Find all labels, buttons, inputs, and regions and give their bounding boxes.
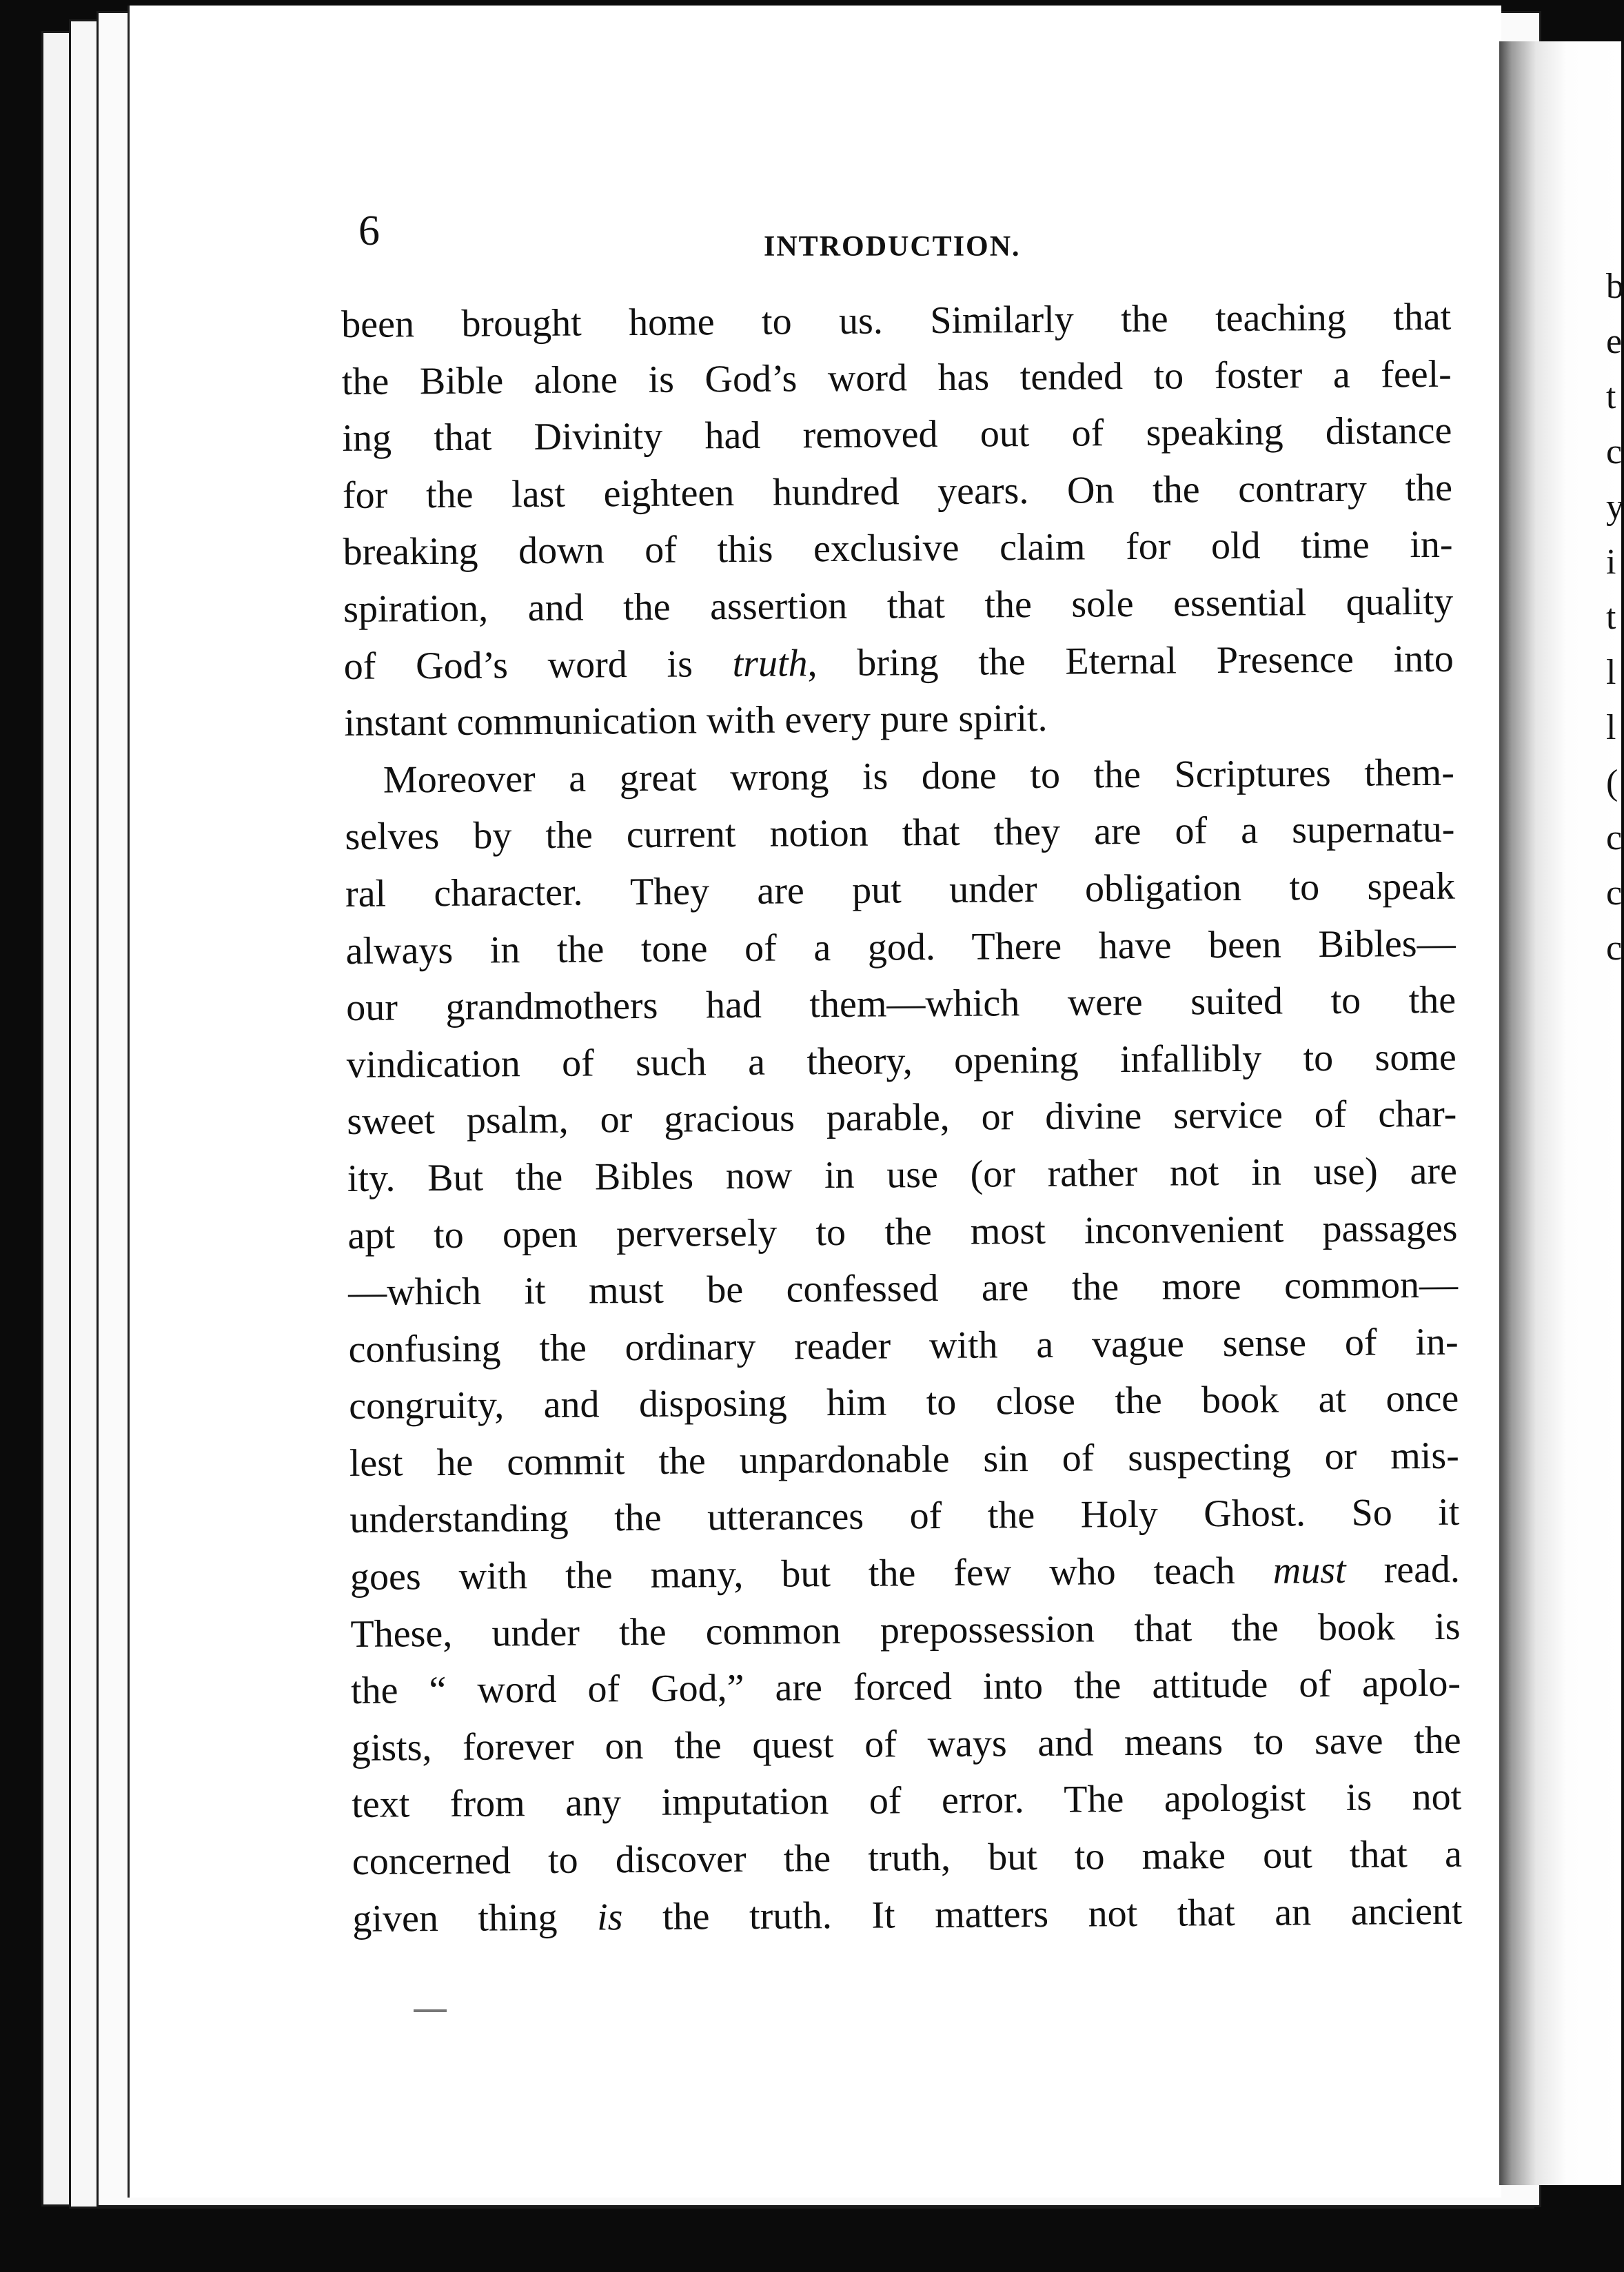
emphasis: truth <box>732 641 808 685</box>
text-line: Moreover a great wrong is done to the Scriptures them- <box>383 751 1455 802</box>
emphasis: is <box>596 1895 623 1939</box>
text-line: instant communication with every pure spirit. <box>344 697 1048 745</box>
text-line: spiration, and the assertion that the sole essential quality <box>343 580 1454 631</box>
facing-page <box>1499 41 1624 2185</box>
running-head: INTRODUCTION. <box>764 231 1021 263</box>
facing-page-fragment: c <box>1606 929 1623 968</box>
text-line: ing that Divinity had removed out of speaking distance <box>342 409 1452 460</box>
text-line: the Bible alone is God’s word has tended to foster a feel- <box>341 352 1452 403</box>
text-line: ity. But the Bibles now in use (or rather not in use) are <box>347 1149 1458 1200</box>
text-line: These, under the common prepossession that the book is <box>350 1605 1461 1656</box>
text-line: goes with the many, but the few who teach must read. <box>349 1548 1461 1599</box>
text-line: —which it must be confessed are the more common— <box>347 1263 1459 1315</box>
text-line: understanding the utterances of the Holy Ghost. So it <box>349 1491 1460 1542</box>
emphasis: must <box>1272 1548 1346 1592</box>
facing-page-fragment: i <box>1606 542 1616 582</box>
text-line: lest he commit the unpardonable sin of suspecting or mis- <box>349 1434 1459 1485</box>
facing-page-fragment: c <box>1606 432 1623 471</box>
text-line: been brought home to us. Similarly the teaching that <box>341 295 1452 346</box>
text-line: selves by the current notion that they are of a supernatu- <box>345 808 1455 859</box>
facing-page-fragment: c <box>1606 873 1623 913</box>
text-line: given thing is the truth. It matters not that an ancient <box>352 1889 1463 1940</box>
text-line: the “ word of God,” are forced into the attitude of apolo- <box>350 1661 1461 1713</box>
text-line: congruity, and disposing him to close the book at once <box>349 1377 1459 1428</box>
facing-page-fragment: e <box>1606 322 1623 361</box>
text-line: always in the tone of a god. There have been Bibles— <box>345 922 1456 973</box>
text-line: sweet psalm, or gracious parable, or divine service of char- <box>347 1093 1457 1144</box>
text-line: of God’s word is truth, bring the Eternal Presence into <box>343 637 1454 688</box>
text-line: gists, forever on the quest of ways and means to save the <box>351 1718 1461 1769</box>
text-line: apt to open perversely to the most inconvenient passages <box>347 1206 1458 1257</box>
body-text <box>341 289 1463 1947</box>
facing-page-fragment: b <box>1606 267 1624 306</box>
text-line: ral character. They are put under obligation to speak <box>345 864 1456 915</box>
text-line: our grandmothers had them—which were suited to the <box>345 978 1456 1030</box>
facing-page-fragment: t <box>1606 377 1616 416</box>
page-header <box>358 207 1448 262</box>
text-line: for the last eighteen hundred years. On the contrary the <box>342 466 1453 517</box>
text-line: text from any imputation of error. The apologist is not <box>352 1776 1462 1827</box>
facing-page-fragment: y <box>1606 487 1624 527</box>
text-line: concerned to discover the truth, but to make out that a <box>352 1832 1463 1883</box>
page-number: 6 <box>358 207 380 254</box>
text-line: vindication of such a theory, opening infallibly to some <box>346 1035 1456 1086</box>
text-line: confusing the ordinary reader with a vague sense of in- <box>348 1320 1459 1371</box>
text-line: breaking down of this exclusive claim for old time in- <box>343 523 1453 574</box>
facing-page-fragment: ( <box>1606 763 1618 802</box>
facing-page-fragment: l <box>1606 708 1616 747</box>
facing-page-fragment: t <box>1606 598 1616 637</box>
facing-page-fragment: c <box>1606 818 1623 858</box>
facing-page-fragment: l <box>1606 653 1616 692</box>
print-mark <box>414 2009 447 2012</box>
